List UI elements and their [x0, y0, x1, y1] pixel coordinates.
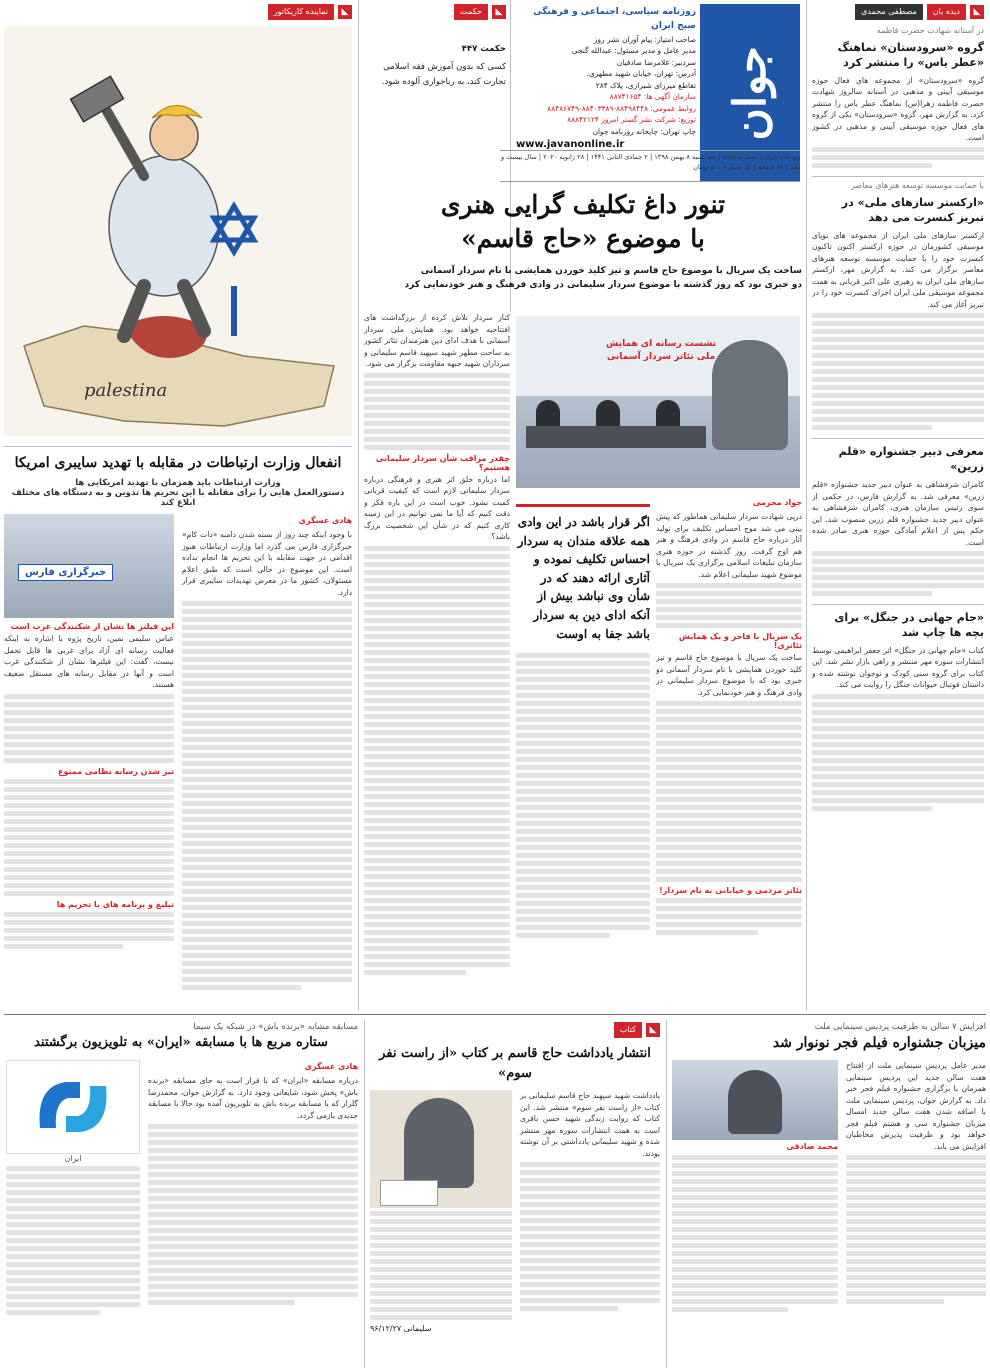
article-title: میزبان جشنواره فیلم فجر نونوار شد [772, 1035, 986, 1051]
right-column [812, 4, 984, 1004]
headline-line: تنور داغ تکلیف گرایی هنری [440, 190, 726, 219]
article-title: انتشار یادداشت حاج قاسم بر کتاب «از راست نفر سوم» [379, 1046, 651, 1081]
pull-quote: اگر قرار باشد در این وادی همه علاقه مندان به سردار احساس تکلیف نموده و آثاری ارائه دهند که در شأن وی نباشد بیش از آنکه ادای دین به سردار باشد جفا به اوست [517, 515, 650, 641]
section-divider [4, 446, 352, 447]
section-tag: کتاب [614, 1022, 642, 1038]
article-body: درپی شهادت سردار سلیمانی هماطور که پیش بینی می شد موج احساس تکلیف برای تولید آثار درباره حاج قاسم در وادی فرهنگ و هنر هم اوج گرفت. روز گذشته در حوزه هنری سازمان تبلیغات اسلامی برگزاری یک سریال با موضوع شهید سلیمانی اعلام شد. [656, 512, 802, 579]
article-body: با وجود اینکه چند روز از بسته شدن دامنه «دات کام» خبرگزاری فارس می گذرد اما وزارت ارتباطات هنوز اقدامی در جهت مقابله با این تحریم ها انجام نداده است. این موضوع در حالی است که طبق اعلام مسئولان، کشور ما در معرض تهدیدات سایبری قرار دارد. [182, 530, 352, 597]
column-divider [666, 1020, 667, 1368]
signature: سلیمانی ۹۶/۱۲/۲۷ [370, 1324, 432, 1333]
bottom-article-book [370, 1022, 660, 1368]
column-divider [364, 1020, 365, 1368]
bottom-divider [4, 1014, 986, 1015]
cartoon-section [4, 4, 352, 440]
building-sign: خبرگزاری فارس [18, 564, 113, 581]
subheading: تیز شدن رسانه نظامی ممنوع [58, 766, 174, 776]
masthead-line: سردبیر: غلامرضا صادقیان [616, 57, 696, 67]
pull-quote-box [516, 504, 650, 643]
section-arrow-icon: ◣ [646, 1023, 660, 1037]
section-header [812, 4, 984, 20]
left-column [4, 452, 352, 1008]
cartoon-caption: palestina [84, 380, 168, 401]
masthead-line: سازمان آگهی ها: ۸۸۷۴۱۶۵۴ [609, 92, 696, 102]
masthead-line: توزیع: شرکت نشر گستر امروز ۸۸۸۴۲۱۲۴ [567, 115, 696, 125]
building-photo [4, 514, 174, 618]
main-column-a [656, 496, 802, 1004]
book-cover-photo [370, 1090, 512, 1208]
tv-text-col [148, 1060, 358, 1318]
main-column-b [516, 504, 650, 1004]
fajr-photo [672, 1060, 838, 1140]
subheading: تبلیغ و برنامه های با تحریم ها [56, 899, 174, 909]
lead-line: ساخت یک سریال با موضوع حاج قاسم و تیز کلید خوردن همایشی با نام سردار آسمانی [420, 266, 802, 276]
article-title: گروه «سرودستان» نماهنگ «عطر یاس» را منتشر کرد [837, 41, 984, 69]
main-photo [516, 316, 800, 488]
section-header [4, 4, 352, 20]
section-header [364, 4, 506, 20]
article-subtitle: وزارت ارتباطات باید همزمان با تهدید امریکایی ها [75, 478, 281, 488]
author-name: هادی عسگری [304, 1062, 358, 1071]
subheading: تئاتر مردمی و خیابانی به نام سردار! [659, 886, 802, 896]
kicker: مسابقه مشابه «برنده باش» در شبکه یک سیما [193, 1022, 358, 1032]
subheading: چقدر مراقب شأن سردار سلیمانی هستیم؟ [375, 453, 510, 472]
headline-line: با موضوع «حاج قاسم» [461, 224, 705, 253]
newspaper-logo: جوان [700, 4, 800, 182]
kicker: افزایش ۷ سالن به ظرفیت پردیس سینمایی ملت [814, 1022, 986, 1032]
left-col-text-left [4, 514, 174, 993]
article-title: «جام جهانی در جنگل» برای بچه ها چاپ شد [834, 611, 984, 639]
hekmat-box [364, 4, 506, 134]
masthead-brand-line: روزنامه سیاسی، اجتماعی و فرهنگی صبح ایران [533, 7, 696, 31]
masthead-line: صاحب امتیاز: پیام آوران نشر روز [593, 34, 696, 44]
article-body: ساخت یک سریال با موضوع حاج قاسم و تیز کلید خوردن همایشی با نام سردار آسمانی دو خبری بود که با موضوع سردار سلیمانی در وادی فرهنگ و هنر خودنمایی کرد. [656, 653, 802, 697]
article-title: «ارکستر سازهای ملی» در تبریز کنسرت می دهد [841, 195, 984, 224]
kicker: با حمایت موسسه توسعه هنرهای معاصر [851, 180, 984, 190]
main-headline [364, 188, 802, 260]
iran-logo [6, 1060, 140, 1154]
article-title: انفعال وزارت ارتباطات در مقابله با تهدید سایبری امریکا [14, 455, 342, 471]
masthead-line: روابط عمومی: ۸۸۴۹۸۴۴۸-۸۸۴۰۳۳۸۹-۸۸۴۸۶۷۴۹ [547, 103, 696, 113]
article-body: عباس سلیمی نمین، تاریخ پژوه با اشاره به اینکه فعالیت رسانه ای آزاد برای غربی ها قابل تحمل نیست، گفت: این فیلترها نشان از شکنندگی غرب است و آنها در مقابل رسانه های مستقل ضعیف هستند. [4, 634, 174, 690]
lead-line: دو خبری بود که روز گذشته با موضوع سردار سلیمانی در وادی فرهنگ و هنر خودنمایی کرد [404, 280, 802, 291]
article-subtitle: دستورالعمل هایی را برای مقابله با این تحریم ها تدوین و به دستگاه های مختلف ابلاغ کند [11, 488, 345, 508]
section-header [370, 1022, 660, 1038]
column-divider [806, 0, 807, 1010]
bottom-article-tv [4, 1022, 358, 1368]
photo-panel-table [526, 426, 706, 448]
masthead-line: آدرس: تهران، خیابان شهید مطهری، [586, 69, 696, 79]
article-title: ستاره مربع ها با مسابقه «ایران» به تلویزیون برگشتند [34, 1035, 328, 1050]
section-tag: حکمت [454, 4, 488, 20]
subheading: این فیلتر ها نشان از شکنندگی غرب است [10, 622, 174, 631]
author-name: هادی عسگری [298, 516, 352, 525]
section-arrow-icon: ◣ [338, 5, 352, 19]
iran-logo-graphic [28, 1072, 118, 1142]
fajr-text-col [846, 1060, 986, 1315]
bottom-article-fajr [672, 1022, 986, 1368]
masthead-line: چاپ تهران: چاپخانه روزنامه جوان [592, 126, 696, 136]
article-body: یادداشت شهید سپهبد حاج قاسم سلیمانی بر کتاب «از راست نفر سوم» منتشر شد. این کتاب که روایت زندگی شهید حسن باقری است به همت انتشارات سوره مهر منتشر شده و شهید سلیمانی یادداشتی بر آن نوشته بودند. [520, 1091, 660, 1158]
masthead-info [516, 6, 696, 166]
article-body: درباره مسابقه «ایران» که با قرار است به جای مسابقه «برنده باش» پخش شود، شایعاتی وجود دارد. به گزارش جوان، محمدرضا گلزار که با مسابقه برنده باش به تلویزیون آمده بود حالا با مسابقه جدیدی بازمی گردد. [148, 1076, 358, 1120]
section-arrow-icon: ◣ [492, 5, 506, 19]
article-body: کنار سردار تلاش کرده از بزرگداشت های افتتاحیه خواهد بود. همایش ملی سردار آسمانی با هدف ادای دین هنرمندان تئاتر کشور به ساحت مطهر شهید سپهبد قاسم سلیمانی و سرداران شهید جبهه مقاومت برگزار می شود. [364, 313, 510, 369]
section-arrow-icon: ◣ [970, 5, 984, 19]
subheading: یک سریال با فاخر و یک همایش تئاتری! [678, 632, 802, 651]
section-tag: نماینده کاریکاتور [268, 4, 334, 20]
column-divider [358, 0, 359, 1010]
masthead-line: مدیر عامل و مدیر مسئول: عبدالله گنجی [571, 46, 696, 56]
kicker: در آستانه شهادت حضرت فاطمه [876, 26, 984, 35]
article-body: گروه «سرودستان» از مجموعه های فعال حوزه موسیقی آیینی و مذهبی در آستانه سالروز شهادت حضرت فاطمه زهرا(س) نماهنگ عطر یاس را منتشر کرد. به گزارش مهر، گروه «سرودستان» یکی از گروه های فعال حوزه موسیقی آیینی و مذهبی در کشور است. [812, 75, 984, 143]
photo-banner-text: نشست رسانه ای همایش ملی تئاتر سردار آسمانی [606, 339, 716, 362]
main-column-c [364, 312, 510, 1004]
article-body: مدیر عامل پردیس سینمایی ملت از افتتاح هفت سالن جدید این پردیس سینمایی همزمان با برگزاری جشنواره فیلم فجر خبر داد. به گزارش جوان، پردیس سینمایی ملت با اضافه شدن هفت سالن جدید امسال میزبان جشنواره سی و هشتم فیلم فجر خواهد بود و ظرفیت پذیرش مخاطبان افزایش می یابد. [846, 1061, 986, 1151]
main-lead [364, 264, 802, 304]
section-tag: دیده بان [927, 4, 966, 20]
portrait-figure [712, 340, 788, 450]
article-body: اما درباره خلق اثر هنری و فرهنگی درباره سردار سلیمانی لازم است که کیفیت قربانی کمیت نشود. خوب است در این باره فکر و دقت کنیم که آیا ما نمی توانیم در این زمینه کاری کنیم که در شأن این شخصیت بزرگ باشد؟ [364, 474, 510, 542]
section-sub-tag: مصطفی محمدی [855, 4, 923, 20]
logo-caption: ایران [64, 1154, 82, 1163]
masthead-line: تقاطع میرزای شیرازی، پلاک ۲۸۴ [595, 80, 696, 90]
cartoon-image [4, 26, 352, 436]
left-col-text-right [182, 514, 352, 993]
article-body: ارکستر سازهای ملی ایران از مجموعه های نوپای موسیقی کشورمان در حوزه ارکستر اکنون تاکنون کنسرت خود را با حمایت موسسه توسعه هنرهای معاصر برگزار می کند. به گزارش مهر، ارکستر سازهای ملی ایران به رهبری علی اکبر قربانی به همت مجموعه موسیقی ملی ایران اجرای کنسرت خود را در تبریز آغاز می کند. [812, 230, 984, 309]
book-text-col [520, 1090, 660, 1333]
hekmat-text: کسی که بدون آموزش فقه اسلامی تجارت کند، به رباخواری آلوده شود. [381, 62, 506, 88]
hekmat-heading: حکمت ۴۴۷ [461, 44, 506, 54]
author-name: محمد صادقی [786, 1142, 838, 1151]
article-body: کتاب «جام جهانی در جنگل» اثر جعفر ابراهیمی توسط انتشارات سوره مهر منتشر و راهی بازار نشر شد. این کتاب برای گروه سنی کودک و نوجوان نوشته شده و داستان فوتبال حیوانات جنگل را روایت می کند. [812, 645, 984, 690]
issue-bar: روزنامه جوان | شماره ۵۸۵۵ | سه شنبه ۸ بهمن ۱۳۹۸ | ۲ جمادی الثانی ۱۴۴۱ | ۲۸ ژانویه ۲۰۲۰ | سال بیست و یکم | ۱۶ صفحه | تک شماره ۵۰۰ تومان [500, 150, 800, 182]
article-body: کامران شرفشاهی به عنوان دبیر جدید جشنواره «قلم زرین» معرفی شد. به گزارش فارس، در حکمی از سوی رئیس سازمان هنری، کامران شرفشاهی به عنوان دبیر جدید جشنواره قلم زرین منصوب شد. این حکم پس از اعلام آمادگی حوزه هنری صادر شده است. [812, 479, 984, 547]
author-name: جواد محرمی [752, 498, 802, 507]
article-title: معرفی دبیر جشنواره «قلم زرین» [838, 445, 984, 474]
website-link[interactable]: www.javanonline.ir [516, 139, 625, 151]
